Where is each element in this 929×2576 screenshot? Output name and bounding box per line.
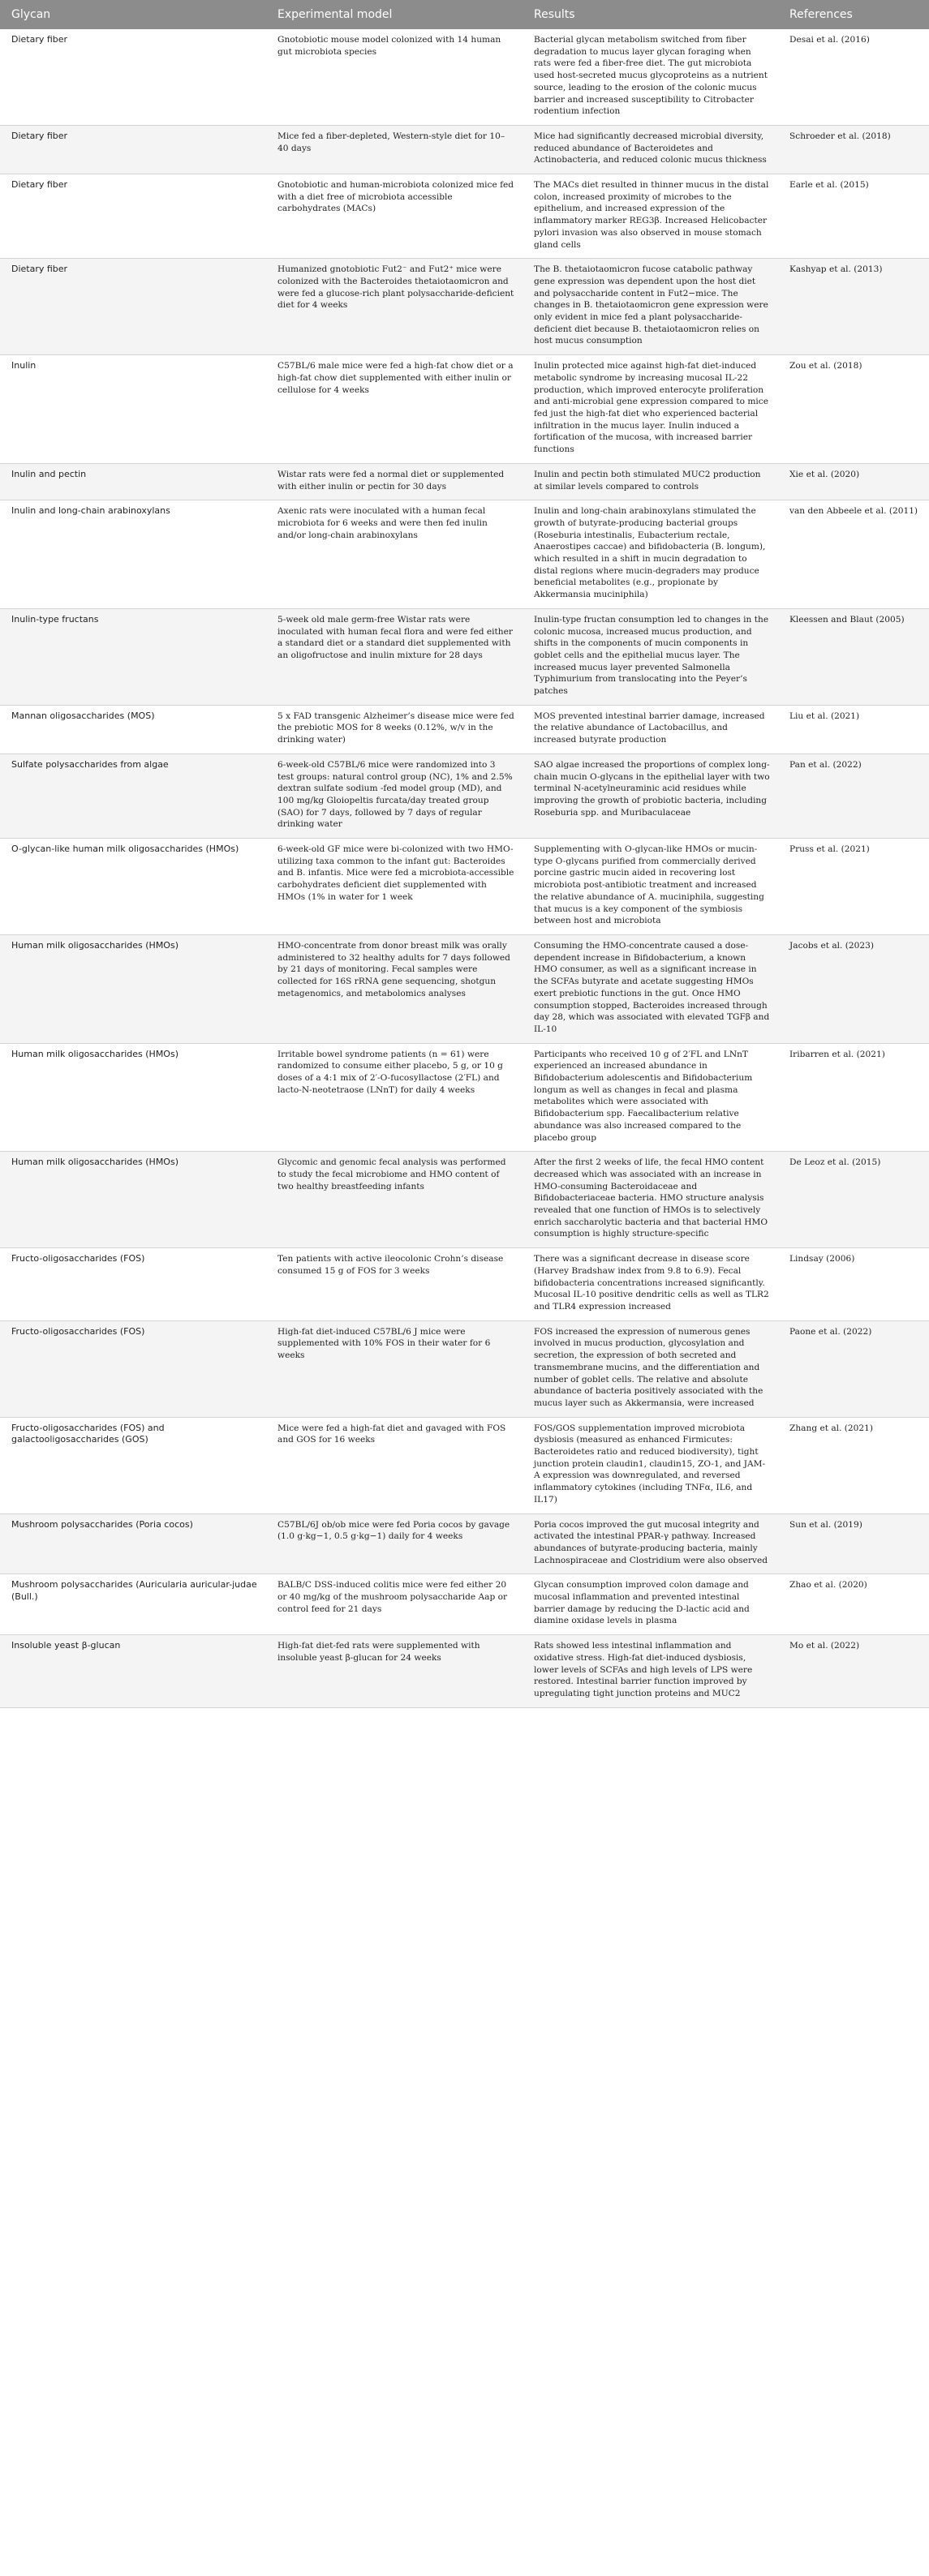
glycan-cell: Dietary fiber xyxy=(0,125,266,174)
glycan-cell: Sulfate polysaccharides from algae xyxy=(0,753,266,838)
table-row xyxy=(0,355,929,464)
reference-cell: Pruss et al. (2021) xyxy=(778,839,929,935)
glycan-cell: Human milk oligosaccharides (HMOs) xyxy=(0,935,266,1044)
glycan-cell: Fructo-oligosaccharides (FOS) xyxy=(0,1320,266,1417)
glycan-cell: Human milk oligosaccharides (HMOs) xyxy=(0,1152,266,1248)
results-cell: Rats showed less intestinal inflammation and oxidative stress. High-fat diet-induced dysbiosis, lower levels of SCFAs and high levels of LPS were restored. Intestinal barrier function improved by upregulating tight junction proteins and MUC2 xyxy=(523,1635,778,1708)
table-row xyxy=(0,935,929,1044)
results-cell: MOS prevented intestinal barrier damage, increased the relative abundance of Lactobacillus, and increased butyrate production xyxy=(523,705,778,753)
glycan-cell: Insoluble yeast β-glucan xyxy=(0,1635,266,1708)
reference-cell: Zhang et al. (2021) xyxy=(778,1417,929,1513)
experimental-model-cell: 5 x FAD transgenic Alzheimer’s disease mice were fed the prebiotic MOS for 8 weeks (0.12%, w/v in the drinking water) xyxy=(266,705,523,753)
glycan-cell: Dietary fiber xyxy=(0,259,266,355)
reference-cell: Xie et al. (2020) xyxy=(778,463,929,500)
reference-cell: Iribarren et al. (2021) xyxy=(778,1043,929,1152)
glycan-cell: Fructo-oligosaccharides (FOS) and galactooligosaccharides (GOS) xyxy=(0,1417,266,1513)
experimental-model-cell: Gnotobiotic and human-microbiota colonized mice fed with a diet free of microbiota accessible carbohydrates (MACs) xyxy=(266,174,523,259)
results-cell: Poria cocos improved the gut mucosal integrity and activated the intestinal PPAR-γ pathway. Increased abundances of butyrate-producing bacteria, mainly Lachnospiraceae and Clostridium were also observed xyxy=(523,1513,778,1574)
table-header xyxy=(0,0,929,29)
table-row xyxy=(0,608,929,705)
experimental-model-cell: High-fat diet-induced C57BL/6 J mice were supplemented with 10% FOS in their water for 6 weeks xyxy=(266,1320,523,1417)
experimental-model-cell: Mice fed a fiber-depleted, Western-style diet for 10–40 days xyxy=(266,125,523,174)
reference-cell: van den Abbeele et al. (2011) xyxy=(778,500,929,609)
reference-cell: Zou et al. (2018) xyxy=(778,355,929,464)
results-cell: The MACs diet resulted in thinner mucus in the distal colon, increased proximity of microbes to the epithelium, and increased expression of the inflammatory marker REG3β. Increased Helicobacter pylori invasion was also observed in mouse stomach gland cells xyxy=(523,174,778,259)
experimental-model-cell: Gnotobiotic mouse model colonized with 14 human gut microbiota species xyxy=(266,29,523,125)
reference-cell: Kleessen and Blaut (2005) xyxy=(778,608,929,705)
table-row xyxy=(0,1320,929,1417)
table-row xyxy=(0,174,929,259)
glycan-cell: Mushroom polysaccharides (Poria cocos) xyxy=(0,1513,266,1574)
table-row xyxy=(0,259,929,355)
results-cell: Inulin protected mice against high-fat diet-induced metabolic syndrome by increasing mucosal IL-22 production, which improved enterocyte proliferation and anti-microbial gene expression compared to mice fed just the high-fat diet who experienced bacterial infiltration in the mucus layer. Inulin induced a fortification of the mucosa, with increased barrier functions xyxy=(523,355,778,464)
experimental-model-cell: C57BL/6 male mice were fed a high-fat chow diet or a high-fat chow diet supplemented with either inulin or cellulose for 4 weeks xyxy=(266,355,523,464)
experimental-model-cell: HMO-concentrate from donor breast milk was orally administered to 32 healthy adults for 7 days followed by 21 days of monitoring. Fecal samples were collected for 16S rRNA gene sequencing, shotgun metagenomics, and metabolomics analyses xyxy=(266,935,523,1044)
results-cell: Inulin and pectin both stimulated MUC2 production at similar levels compared to controls xyxy=(523,463,778,500)
glycan-cell: Dietary fiber xyxy=(0,29,266,125)
experimental-model-cell: High-fat diet-fed rats were supplemented with insoluble yeast β-glucan for 24 weeks xyxy=(266,1635,523,1708)
glycan-cell: Mushroom polysaccharides (Auricularia auricular-judae (Bull.) xyxy=(0,1574,266,1635)
table-body xyxy=(0,29,929,1707)
header-references: References xyxy=(778,0,929,29)
glycan-cell: Human milk oligosaccharides (HMOs) xyxy=(0,1043,266,1152)
reference-cell: Paone et al. (2022) xyxy=(778,1320,929,1417)
glycan-cell: Inulin and pectin xyxy=(0,463,266,500)
glycan-cell: Inulin and long-chain arabinoxylans xyxy=(0,500,266,609)
experimental-model-cell: Axenic rats were inoculated with a human fecal microbiota for 6 weeks and were then fed inulin and/or long-chain arabinoxylans xyxy=(266,500,523,609)
glycan-cell: Fructo-oligosaccharides (FOS) xyxy=(0,1248,266,1321)
table-row xyxy=(0,753,929,838)
glycan-cell: Inulin-type fructans xyxy=(0,608,266,705)
glycan-cell: Mannan oligosaccharides (MOS) xyxy=(0,705,266,753)
results-cell: FOS/GOS supplementation improved microbiota dysbiosis (measured as enhanced Firmicutes: Bacteroidetes ratio and reduced biodiversity), tight junction protein claudin1, claudin15, ZO-1, and JAM-A expression was downregulated, and reversed inflammatory cytokines (including TNFα, IL6, and IL17) xyxy=(523,1417,778,1513)
experimental-model-cell: BALB/C DSS-induced colitis mice were fed either 20 or 40 mg/kg of the mushroom polysaccharide Aap or control feed for 21 days xyxy=(266,1574,523,1635)
results-cell: Consuming the HMO-concentrate caused a dose-dependent increase in Bifidobacterium, a known HMO consumer, as well as a significant increase in the SCFAs butyrate and acetate suggesting HMOs exert prebiotic functions in the gut. Once HMO consumption stopped, Bacteroides increased through day 28, which was associated with elevated TGFβ and IL-10 xyxy=(523,935,778,1044)
experimental-model-cell: Mice were fed a high-fat diet and gavaged with FOS and GOS for 16 weeks xyxy=(266,1417,523,1513)
experimental-model-cell: Ten patients with active ileocolonic Crohn’s disease consumed 15 g of FOS for 3 weeks xyxy=(266,1248,523,1321)
table-row xyxy=(0,1417,929,1513)
reference-cell: Mo et al. (2022) xyxy=(778,1635,929,1708)
header-row xyxy=(0,0,929,29)
table-row xyxy=(0,1152,929,1248)
reference-cell: Kashyap et al. (2013) xyxy=(778,259,929,355)
results-cell: FOS increased the expression of numerous genes involved in mucus production, glycosylation and secretion, the expression of both secreted and transmembrane mucins, and the differentiation and number of goblet cells. The relative and absolute abundance of bacteria positively associated with the mucus layer such as Akkermansia, were increased xyxy=(523,1320,778,1417)
experimental-model-cell: Humanized gnotobiotic Fut2⁻ and Fut2⁺ mice were colonized with the Bacteroides thetaiotaomicron and were fed a glucose-rich plant polysaccharide-deficient diet for 4 weeks xyxy=(266,259,523,355)
experimental-model-cell: 6-week-old GF mice were bi-colonized with two HMO-utilizing taxa common to the infant gut: Bacteroides and B. infantis. Mice were fed a microbiota-accessible carbohydrates deficient diet supplemented with HMOs (1% in water for 1 week xyxy=(266,839,523,935)
results-cell: Glycan consumption improved colon damage and mucosal inflammation and prevented intestinal barrier damage by reducing the D-lactic acid and diamine oxidase levels in plasma xyxy=(523,1574,778,1635)
header-results: Results xyxy=(523,0,778,29)
results-cell: Inulin and long-chain arabinoxylans stimulated the growth of butyrate-producing bacterial groups (Roseburia intestinalis, Eubacterium rectale, Anaerostipes caccae) and bifidobacteria (B. longum), which resulted in a shift in mucin degradation to distal regions where mucin-degraders may produce beneficial metabolites (e.g., propionate by Akkermansia muciniphila) xyxy=(523,500,778,609)
reference-cell: Desai et al. (2016) xyxy=(778,29,929,125)
reference-cell: Sun et al. (2019) xyxy=(778,1513,929,1574)
reference-cell: Zhao et al. (2020) xyxy=(778,1574,929,1635)
experimental-model-cell: Wistar rats were fed a normal diet or supplemented with either inulin or pectin for 30 days xyxy=(266,463,523,500)
reference-cell: Lindsay (2006) xyxy=(778,1248,929,1321)
glycan-cell: O-glycan-like human milk oligosaccharides (HMOs) xyxy=(0,839,266,935)
table-row xyxy=(0,463,929,500)
reference-cell: Schroeder et al. (2018) xyxy=(778,125,929,174)
glycan-cell: Inulin xyxy=(0,355,266,464)
reference-cell: De Leoz et al. (2015) xyxy=(778,1152,929,1248)
table-row xyxy=(0,1043,929,1152)
table-row xyxy=(0,125,929,174)
table-row xyxy=(0,500,929,609)
results-cell: Participants who received 10 g of 2′FL and LNnT experienced an increased abundance in Bifidobacterium adolescentis and Bifidobacterium longum as well as changes in fecal and plasma metabolites which were associated with Bifidobacterium spp. Faecalibacterium relative abundance was also increased compared to the placebo group xyxy=(523,1043,778,1152)
results-cell: Inulin-type fructan consumption led to changes in the colonic mucosa, increased mucus production, and shifts in the components of mucin components in goblet cells and the epithelial mucus layer. The increased mucus layer prevented Salmonella Typhimurium from translocating into the Peyer’s patches xyxy=(523,608,778,705)
experimental-model-cell: Glycomic and genomic fecal analysis was performed to study the fecal microbiome and HMO content of two healthy breastfeeding infants xyxy=(266,1152,523,1248)
experimental-model-cell: 5-week old male germ-free Wistar rats were inoculated with human fecal flora and were fed either a standard diet or a standard diet supplemented with an oligofructose and inulin mixture for 28 days xyxy=(266,608,523,705)
results-cell: SAO algae increased the proportions of complex long-chain mucin O-glycans in the epithelial layer with two terminal N-acetylneuraminic acid residues while improving the growth of probiotic bacteria, including Roseburia spp. and Muribaculaceae xyxy=(523,753,778,838)
experimental-model-cell: Irritable bowel syndrome patients (n = 61) were randomized to consume either placebo, 5 g, or 10 g doses of a 4:1 mix of 2′-O-fucosyllactose (2′FL) and lacto-N-neotetraose (LNnT) for daily 4 weeks xyxy=(266,1043,523,1152)
table-row xyxy=(0,1635,929,1708)
reference-cell: Jacobs et al. (2023) xyxy=(778,935,929,1044)
results-cell: Bacterial glycan metabolism switched from fiber degradation to mucus layer glycan foraging when rats were fed a fiber-free diet. The gut microbiota used host-secreted mucus glycoproteins as a nutrient source, leading to the erosion of the colonic mucus barrier and increased susceptibility to Citrobacter rodentium infection xyxy=(523,29,778,125)
table-row xyxy=(0,1574,929,1635)
results-cell: Mice had significantly decreased microbial diversity, reduced abundance of Bacteroidetes and Actinobacteria, and reduced colonic mucus thickness xyxy=(523,125,778,174)
table-row xyxy=(0,1513,929,1574)
results-cell: The B. thetaiotaomicron fucose catabolic pathway gene expression was dependent upon the host diet and polysaccharide content in Fut2−mice. The changes in B. thetaiotaomicron gene expression were only evident in mice fed a plant polysaccharide-deficient diet because B. thetaiotaomicron relies on host mucus consumption xyxy=(523,259,778,355)
table-row xyxy=(0,705,929,753)
table-row xyxy=(0,1248,929,1321)
reference-cell: Liu et al. (2021) xyxy=(778,705,929,753)
table-row xyxy=(0,29,929,125)
reference-cell: Pan et al. (2022) xyxy=(778,753,929,838)
header-glycan: Glycan xyxy=(0,0,266,29)
reference-cell: Earle et al. (2015) xyxy=(778,174,929,259)
results-cell: There was a significant decrease in disease score (Harvey Bradshaw index from 9.8 to 6.9). Fecal bifidobacteria concentrations increased significantly. Mucosal IL-10 positive dendritic cells as well as TLR2 and TLR4 expression increased xyxy=(523,1248,778,1321)
experimental-model-cell: 6-week-old C57BL/6 mice were randomized into 3 test groups: natural control group (NC), 1% and 2.5% dextran sulfate sodium -fed model group (MD), and 100 mg/kg Gloiopeltis furcata/day treated group (SAO) for 7 days, followed by 7 days of regular drinking water xyxy=(266,753,523,838)
experimental-model-cell: C57BL/6J ob/ob mice were fed Poria cocos by gavage (1.0 g·kg−1, 0.5 g·kg−1) daily for 4 weeks xyxy=(266,1513,523,1574)
header-experimental-model: Experimental model xyxy=(266,0,523,29)
glycan-cell: Dietary fiber xyxy=(0,174,266,259)
results-cell: Supplementing with O-glycan-like HMOs or mucin-type O-glycans purified from commercially derived porcine gastric mucin aided in recovering lost microbiota post-antibiotic treatment and increased the relative abundance of A. muciniphila, suggesting that mucus is a key component of the symbiosis between host and microbiota xyxy=(523,839,778,935)
results-cell: After the first 2 weeks of life, the fecal HMO content decreased which was associated with an increase in HMO-consuming Bacteroidaceae and Bifidobacteriaceae bacteria. HMO structure analysis revealed that one function of HMOs is to selectively enrich saccharolytic bacteria and that bacterial HMO consumption is highly structure-specific xyxy=(523,1152,778,1248)
table-row xyxy=(0,839,929,935)
